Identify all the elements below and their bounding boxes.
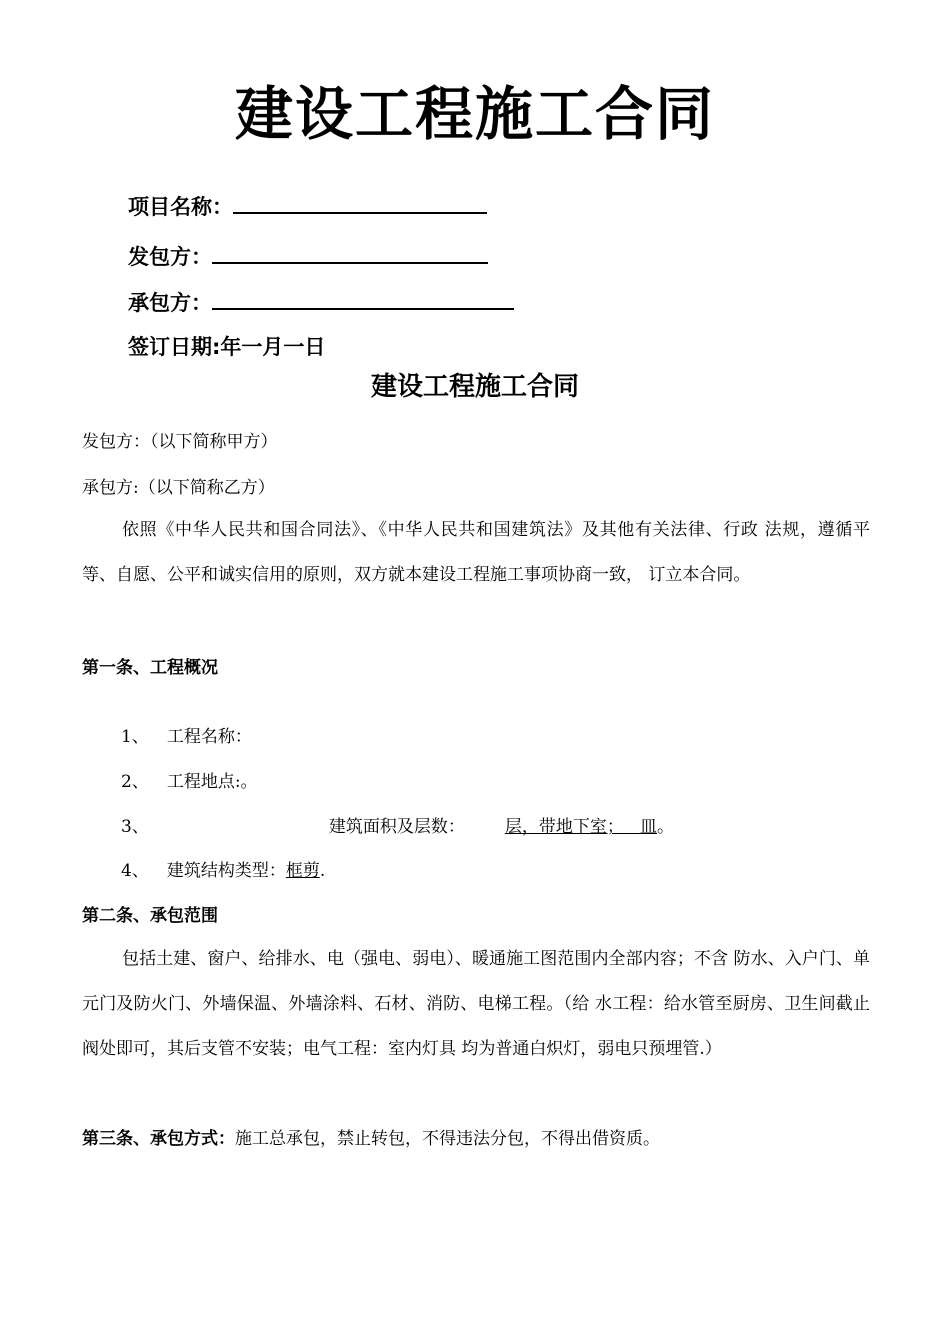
preamble-paragraph: 依照《中华人民共和国合同法》、《中华人民共和国建筑法》及其他有关法律、行政 法规，遵循平等、自愿、公平和诚实信用的原则，双方就本建设工程施工事项协商一致， 订立本合同。 xyxy=(82,520,870,585)
item4-label: 建筑结构类型： xyxy=(166,861,286,881)
item3-value: 层，带地下室； 皿 xyxy=(504,817,658,837)
item3-end: 。 xyxy=(657,817,675,837)
project-name-blank xyxy=(233,190,487,214)
item4-number: 4、 xyxy=(121,861,149,881)
article3-heading: 第三条、承包方式： xyxy=(82,1129,235,1149)
article1-item1 xyxy=(121,725,252,749)
item2-number: 2、 xyxy=(121,772,149,792)
article1-item2 xyxy=(121,770,258,794)
cover-title: 建设工程施工合同 xyxy=(234,80,715,148)
item1-number: 1、 xyxy=(121,727,149,747)
article1-heading: 第一条、工程概况 xyxy=(82,658,218,678)
project-name-label: 项目名称： xyxy=(128,195,233,219)
contractor-blank xyxy=(212,286,514,310)
item3-label: 建筑面积及层数： xyxy=(328,817,465,837)
contractor-line: 承包方:（以下简称乙方） xyxy=(82,478,275,498)
employer-label: 发包方： xyxy=(128,245,212,269)
employer-blank xyxy=(212,240,488,264)
article3-line xyxy=(82,1127,660,1151)
item2-text: 工程地点:。 xyxy=(166,772,258,792)
article3-text: 施工总承包，禁止转包，不得违法分包，不得出借资质。 xyxy=(235,1129,660,1149)
item4-value: 框剪 xyxy=(285,861,320,881)
employer-field xyxy=(128,240,488,271)
item1-text: 工程名称： xyxy=(166,727,252,747)
contract-title: 建设工程施工合同 xyxy=(370,372,579,402)
contractor-field xyxy=(128,286,514,317)
article2-paragraph: 包括土建、窗户、给排水、电（强电、弱电）、暖通施工图范围内全部内容；不含 防水、入户门、单元门及防火门、外墙保温、外墙涂料、石材、消防、电梯工程。（给 水工程：给水管至厨房、卫生间截止阀处即可，其后支管不安装；电气工程：室内灯具 均为普通白炽灯，弱电只预埋管.） xyxy=(82,949,870,1059)
item3-number: 3、 xyxy=(121,817,149,837)
article1-item3 xyxy=(121,815,674,839)
item4-end: . xyxy=(319,861,326,881)
article1-item4 xyxy=(121,859,325,883)
sign-date-field: 签订日期:年一月一日 xyxy=(128,335,326,359)
article2-heading: 第二条、承包范围 xyxy=(82,906,218,926)
contractor-label: 承包方： xyxy=(128,291,212,315)
employer-line: 发包方：（以下简称甲方） xyxy=(82,432,278,452)
project-name-field xyxy=(128,190,487,221)
